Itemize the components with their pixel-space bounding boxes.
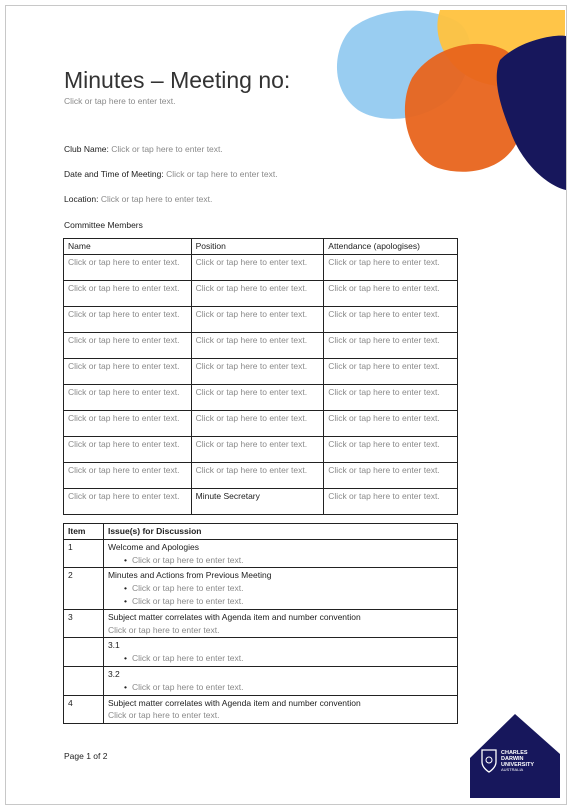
committee-members-table [63,238,458,515]
agenda-issue-cell [103,695,457,724]
column-header-attendance: Attendance (apologises) [324,239,458,255]
member-attendance-cell[interactable]: Click or tap here to enter text. [324,280,458,306]
member-name-cell[interactable]: Click or tap here to enter text. [64,358,192,384]
member-attendance-cell[interactable]: Click or tap here to enter text. [324,384,458,410]
university-logo [470,714,560,798]
svg-text:AUSTRALIA: AUSTRALIA [501,767,524,772]
agenda-issue-cell [103,666,457,695]
member-attendance-cell[interactable]: Click or tap here to enter text. [324,410,458,436]
datetime-label: Date and Time of Meeting: [64,169,164,179]
agenda-bullet-input[interactable]: • Click or tap here to enter text. [108,681,453,694]
agenda-item-number: 4 [64,695,104,724]
column-header-issues: Issue(s) for Discussion [103,524,457,540]
table-row [64,332,458,358]
member-name-cell[interactable]: Click or tap here to enter text. [64,384,192,410]
agenda-row [64,638,458,667]
svg-text:CHARLES: CHARLES [501,750,528,756]
member-position-cell[interactable]: Click or tap here to enter text. [191,332,324,358]
agenda-row [64,568,458,609]
datetime-field [64,169,278,179]
agenda-row [64,609,458,638]
agenda-item-number: 3 [64,609,104,638]
member-position-cell[interactable]: Click or tap here to enter text. [191,462,324,488]
agenda-row [64,539,458,568]
member-name-cell[interactable]: Click or tap here to enter text. [64,410,192,436]
agenda-item-number [64,666,104,695]
member-attendance-cell[interactable]: Click or tap here to enter text. [324,254,458,280]
agenda-item-number: 1 [64,539,104,568]
location-label: Location: [64,194,99,204]
member-name-cell[interactable]: Click or tap here to enter text. [64,436,192,462]
table-row [64,436,458,462]
agenda-row [64,666,458,695]
agenda-issue-title: Subject matter correlates with Agenda item and number convention [107,697,361,708]
members-header-row [64,239,458,255]
svg-text:DARWIN: DARWIN [501,756,524,762]
member-attendance-cell[interactable]: Click or tap here to enter text. [324,332,458,358]
agenda-table [63,523,458,724]
agenda-item-number [64,638,104,667]
table-row [64,306,458,332]
location-field [64,194,212,204]
member-position-cell[interactable]: Click or tap here to enter text. [191,436,324,462]
column-header-item: Item [64,524,104,540]
agenda-note-input[interactable]: Click or tap here to enter text. [107,624,220,635]
member-position-cell[interactable]: Click or tap here to enter text. [191,410,324,436]
agenda-issue-cell [103,609,457,638]
agenda-issue-title: Subject matter correlates with Agenda item and number convention [107,611,361,622]
club-name-field [64,144,223,154]
agenda-header-row [64,524,458,540]
member-position-cell[interactable]: Minute Secretary [191,488,324,514]
member-name-cell[interactable]: Click or tap here to enter text. [64,462,192,488]
member-position-cell[interactable]: Click or tap here to enter text. [191,358,324,384]
member-attendance-cell[interactable]: Click or tap here to enter text. [324,306,458,332]
member-position-cell[interactable]: Click or tap here to enter text. [191,254,324,280]
page-number: Page 1 of 2 [64,751,108,761]
agenda-bullet-input[interactable]: • Click or tap here to enter text. [108,554,453,567]
club-name-input[interactable]: Click or tap here to enter text. [111,144,223,154]
member-name-cell[interactable]: Click or tap here to enter text. [64,332,192,358]
svg-text:UNIVERSITY: UNIVERSITY [501,762,535,768]
agenda-item-number: 2 [64,568,104,609]
column-header-position: Position [191,239,324,255]
table-row [64,280,458,306]
agenda-row [64,695,458,724]
agenda-issue-title: 3.2 [107,668,120,679]
page-title: Minutes – Meeting no: [64,67,291,93]
member-name-cell[interactable]: Click or tap here to enter text. [64,254,192,280]
member-attendance-cell[interactable]: Click or tap here to enter text. [324,462,458,488]
member-attendance-cell[interactable]: Click or tap here to enter text. [324,358,458,384]
agenda-issue-title: Minutes and Actions from Previous Meeting [107,570,272,581]
agenda-issue-cell [103,568,457,609]
agenda-issue-title: 3.1 [107,640,120,651]
member-position-cell[interactable]: Click or tap here to enter text. [191,280,324,306]
agenda-bullet-input[interactable]: • Click or tap here to enter text. [108,652,453,665]
member-attendance-cell[interactable]: Click or tap here to enter text. [324,436,458,462]
table-row [64,254,458,280]
agenda-bullet-input[interactable]: • Click or tap here to enter text. [108,595,453,608]
member-position-cell[interactable]: Click or tap here to enter text. [191,384,324,410]
agenda-issue-cell [103,539,457,568]
agenda-note-input[interactable]: Click or tap here to enter text. [107,710,220,721]
table-row [64,488,458,514]
datetime-input[interactable]: Click or tap here to enter text. [166,169,278,179]
member-name-cell[interactable]: Click or tap here to enter text. [64,280,192,306]
agenda-issue-title: Welcome and Apologies [107,541,199,552]
agenda-issue-cell [103,638,457,667]
member-position-cell[interactable]: Click or tap here to enter text. [191,306,324,332]
member-name-cell[interactable]: Click or tap here to enter text. [64,488,192,514]
column-header-name: Name [64,239,192,255]
location-input[interactable]: Click or tap here to enter text. [100,194,213,204]
agenda-bullet-input[interactable]: • Click or tap here to enter text. [108,582,453,595]
table-row [64,358,458,384]
table-row [64,410,458,436]
table-row [64,462,458,488]
member-name-cell[interactable]: Click or tap here to enter text. [64,306,192,332]
club-name-label: Club Name: [64,144,109,154]
meeting-number-placeholder[interactable]: Click or tap here to enter text. [64,96,176,106]
member-attendance-cell[interactable]: Click or tap here to enter text. [324,488,458,514]
table-row [64,384,458,410]
committee-heading: Committee Members [64,220,143,230]
